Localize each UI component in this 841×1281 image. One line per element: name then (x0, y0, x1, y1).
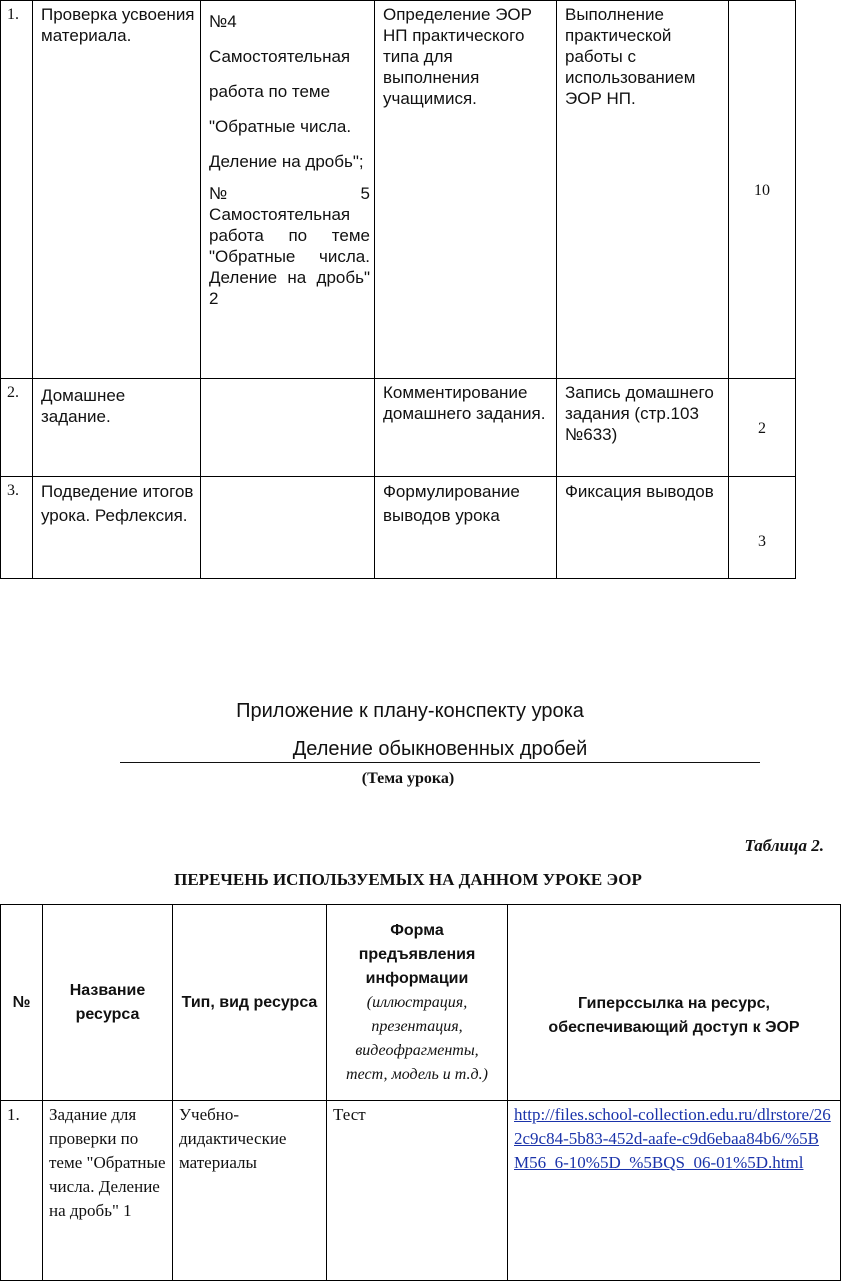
appendix-title: Приложение к плану-конспекту урока (236, 700, 584, 722)
stage-cell: Подведение итогов урока. Рефлексия. (33, 477, 201, 579)
table-row (1, 1101, 841, 1281)
resource-name: Задание для проверки по теме "Обратные числа. Деление на дробь" 1 (43, 1101, 173, 1281)
row-number: 1. (1, 1101, 43, 1281)
student-activity-cell: Запись домашнего задания (стр.103 №633) (557, 379, 729, 477)
eor-cell (201, 1, 375, 379)
header-name: Название ресурса (43, 905, 173, 1101)
student-activity-cell: Выполнение практической работы с использованием ЭОР НП. (557, 1, 729, 379)
eor-cell (201, 379, 375, 477)
stage-text: Проверка усвоения материала. (41, 5, 195, 45)
table-header-row (1, 905, 841, 1101)
student-activity-cell: Фиксация выводов (557, 477, 729, 579)
eor-item: №4 Самостоятельная работа по теме "Обратные числа. Деление на дробь"; (209, 12, 364, 171)
stage-cell: Домашнее задание. (33, 379, 201, 477)
header-number: № (1, 905, 43, 1101)
header-form-hint: (иллюстрация, презентация, видеофрагменты, тест, модель и т.д.) (346, 993, 488, 1083)
teacher-activity-cell: Формулирование выводов урока (375, 477, 557, 579)
lesson-plan-table (0, 0, 796, 579)
eor-table (0, 904, 841, 1281)
header-form-label: Форма предъявления информации (358, 921, 476, 987)
table-note: Таблица 2. (744, 836, 824, 855)
table-row (1, 477, 796, 579)
minutes-cell: 3 (729, 477, 796, 579)
table-row (1, 1, 796, 379)
header-type: Тип, вид ресурса (173, 905, 327, 1101)
eor-item: №5 Самостоятельная работа по теме "Обратные числа. Деление на дробь" 2 (209, 184, 370, 308)
minutes-cell: 10 (729, 1, 796, 379)
resource-type: Учебно-дидактические материалы (173, 1101, 327, 1281)
row-number: 1. (1, 1, 33, 379)
eor-list-title: ПЕРЕЧЕНЬ ИСПОЛЬЗУЕМЫХ НА ДАННОМ УРОКЕ ЭОР (174, 870, 642, 889)
header-link: Гиперссылка на ресурс, обеспечивающий доступ к ЭОР (508, 905, 841, 1101)
resource-link-cell (508, 1101, 841, 1281)
row-number: 3. (1, 477, 33, 579)
table-row (1, 379, 796, 477)
stage-cell (33, 1, 201, 379)
teacher-activity-cell: Комментирование домашнего задания. (375, 379, 557, 477)
header-form (327, 905, 508, 1101)
minutes-cell: 2 (729, 379, 796, 477)
eor-cell (201, 477, 375, 579)
teacher-activity-cell: Определение ЭОР НП практического типа для выполнения учащимися. (375, 1, 557, 379)
lesson-topic: Деление обыкновенных дробей (120, 738, 760, 763)
lesson-topic-caption: (Тема урока) (361, 770, 455, 787)
resource-link[interactable]: http://files.school-collection.edu.ru/dlrstore/262c9c84-5b83-452d-aafe-c9d6ebaa84b6/%5BM56_6-10%5D_%5BQS_06-01%5D.html (514, 1105, 831, 1172)
row-number: 2. (1, 379, 33, 477)
resource-form: Тест (327, 1101, 508, 1281)
